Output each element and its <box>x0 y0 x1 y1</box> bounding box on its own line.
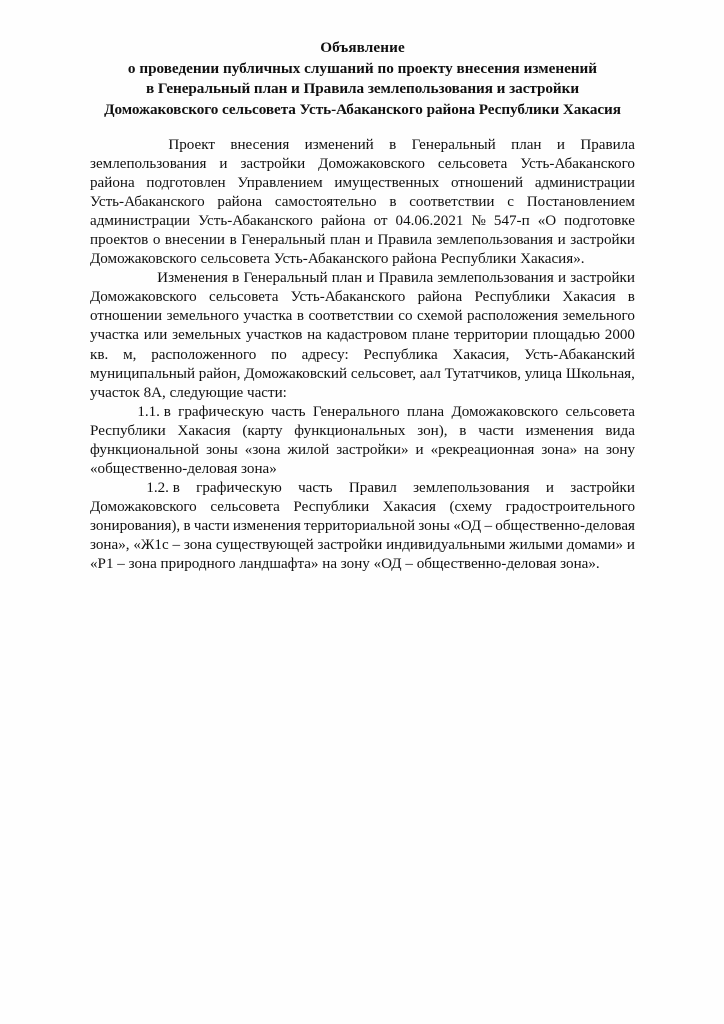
paragraph-1-1 <box>90 403 635 479</box>
title-line-2: о проведении публичных слушаний по проекту внесения изменений <box>127 59 598 77</box>
paragraph-1-1-line-1: 1.1. в графическую часть Генерального плана Доможаковского сельсовета <box>137 403 635 420</box>
paragraph-1-1-line-3: функциональной зоны «зона жилой застройки» и «рекреационная зона» на зону <box>90 441 635 458</box>
paragraph-1-2-line-1: 1.2. в графическую часть Правил землепользования и застройки <box>146 479 635 496</box>
title-line-1: Объявление <box>320 39 405 56</box>
title-line-4: Доможаковского сельсовета Усть-Абаканского района Республики Хакасия <box>104 100 621 118</box>
title-line-3: в Генеральный план и Правила землепользования и застройки <box>145 80 580 97</box>
paragraph-2-line-7: участок 8А, следующие части: <box>90 384 287 401</box>
paragraph-2-line-1: Изменения в Генеральный план и Правила землепользования и застройки <box>157 270 635 287</box>
paragraph-1-line-3: района подготовлен Управлением имущественных отношений администрации <box>90 175 635 192</box>
document-content <box>90 38 635 574</box>
paragraph-1-2-line-4: зона», «Ж1с – зона существующей застройки индивидуальными жилыми домами» и <box>90 536 635 553</box>
paragraph-1-2-line-3: зонирования), в части изменения территориальной зоны «ОД – общественно-деловая <box>90 517 635 534</box>
paragraph-1-2-line-2: Доможаковского сельсовета Республики Хакасия (схему градостроительного <box>90 498 635 515</box>
paragraph-1-1-line-2: Республики Хакасия (карту функциональных зон), в части изменения вида <box>90 422 635 439</box>
paragraph-1 <box>90 136 635 269</box>
document-body <box>90 136 635 574</box>
paragraph-1-2 <box>90 479 635 574</box>
paragraph-1-2-line-5: «Р1 – зона природного ландшафта» на зону «ОД – общественно-деловая зона». <box>90 556 600 573</box>
paragraph-1-line-4: Усть-Абаканского района самостоятельно в соответствии с Постановлением <box>90 194 635 211</box>
paragraph-2-line-2: Доможаковского сельсовета Усть-Абаканского района Республики Хакасия в <box>90 289 635 306</box>
paragraph-2-line-3: отношении земельного участка в соответствии со схемой расположения земельного <box>90 308 635 325</box>
paragraph-1-1-line-4: «общественно-деловая зона» <box>90 460 277 477</box>
paragraph-2-line-6: муниципальный район, Доможаковский сельсовет, аал Тутатчиков, улица Школьная, <box>90 365 635 382</box>
paragraph-1-line-1: Проект внесения изменений в Генеральный план и Правила <box>168 137 635 153</box>
document-title <box>90 38 635 120</box>
paragraph-1-line-6: проектов о внесении в Генеральный план и Правила землепользования и застройки <box>90 232 635 249</box>
paragraph-1-line-5: администрации Усть-Абаканского района от 04.06.2021 № 547-п «О подготовке <box>90 213 635 230</box>
paragraph-1-line-2: землепользования и застройки Доможаковского сельсовета Усть-Абаканского <box>90 156 635 173</box>
paragraph-2-line-5: кв. м, расположенного по адресу: Республика Хакасия, Усть-Абаканский <box>90 346 635 363</box>
paragraph-1-line-7: Доможаковского сельсовета Усть-Абаканского района Республики Хакасия». <box>90 251 585 268</box>
paragraph-2-line-4: участка или земельных участков на кадастровом плане территории площадью 2000 <box>90 327 635 344</box>
paragraph-2 <box>90 269 635 402</box>
